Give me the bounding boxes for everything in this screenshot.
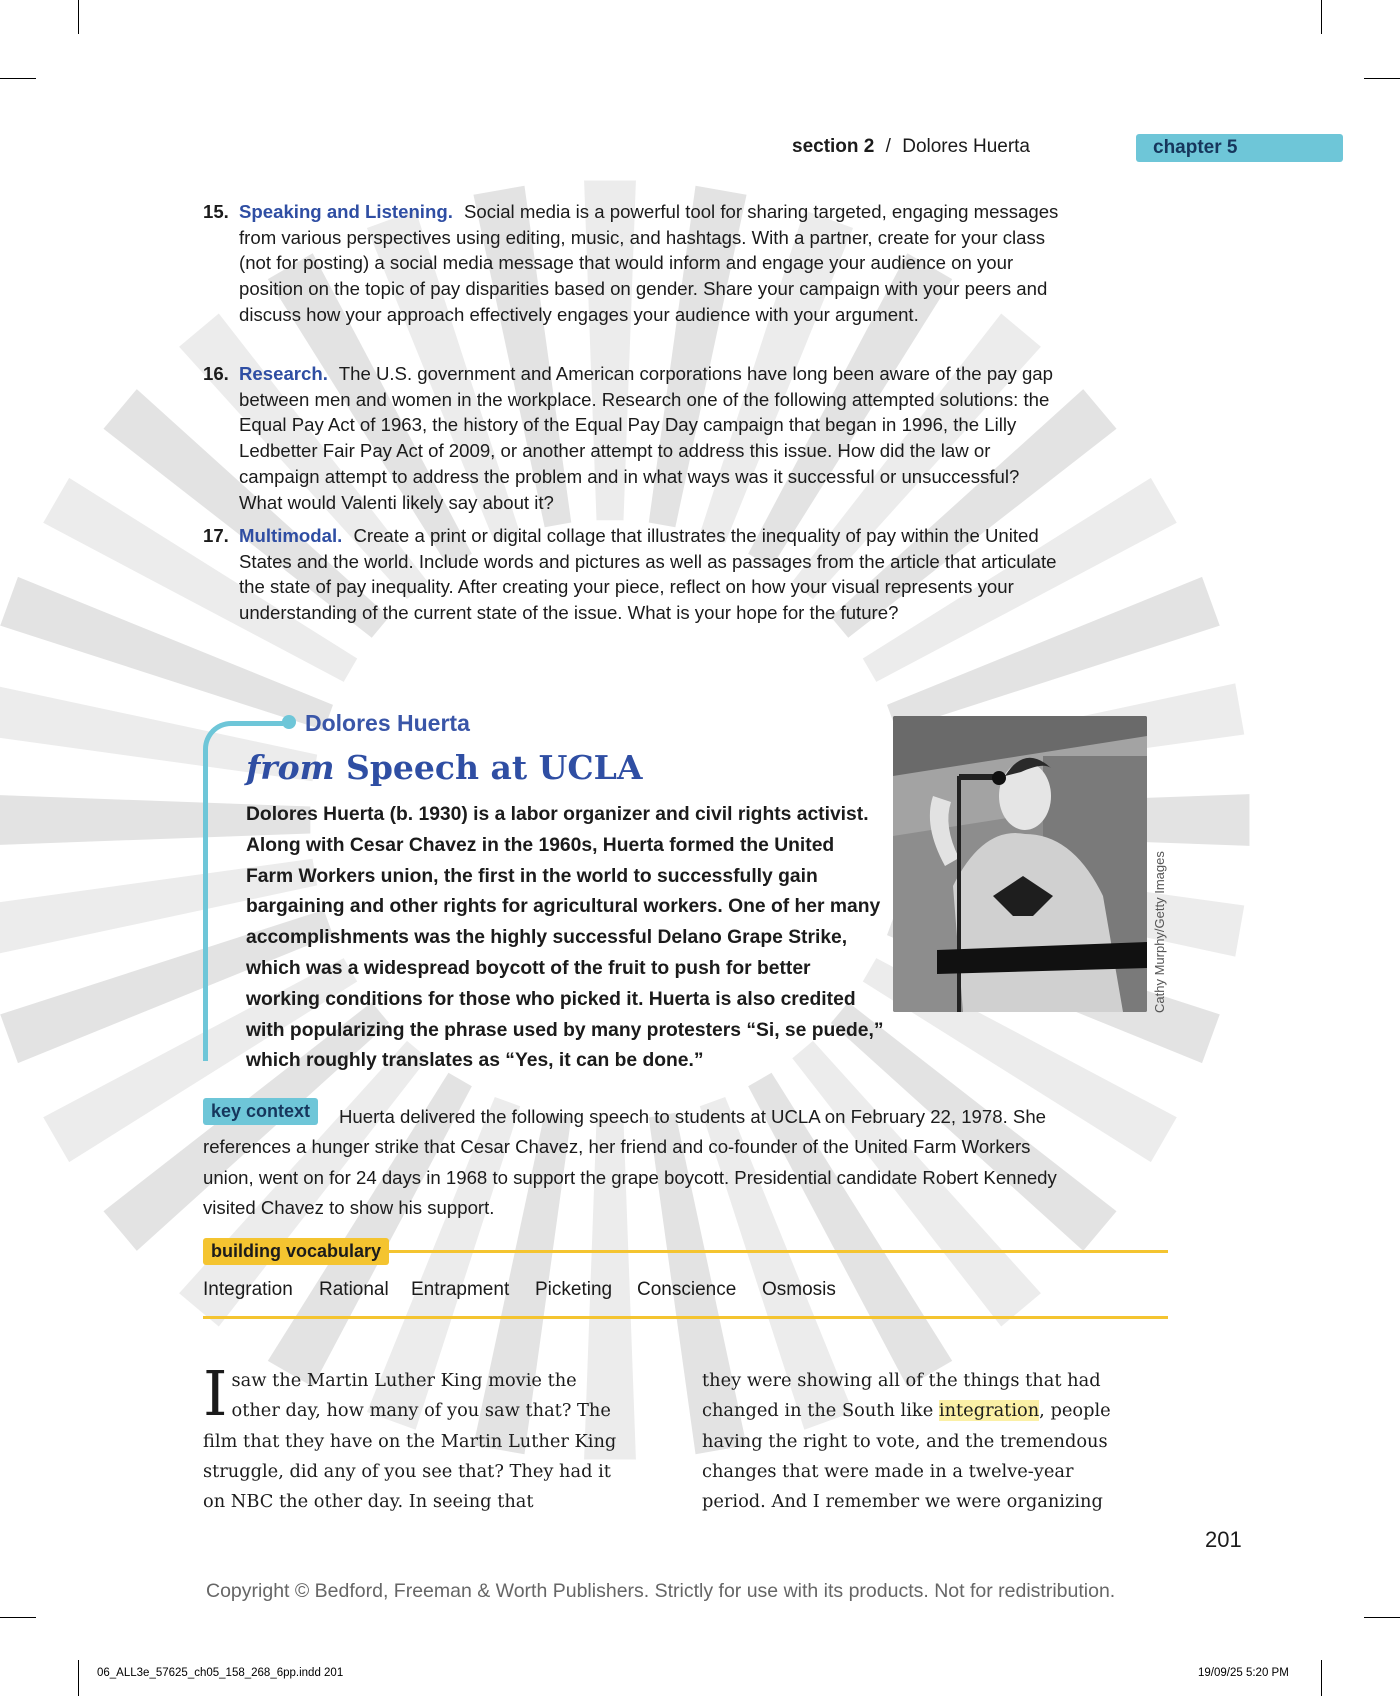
item-number: 17. [203, 525, 229, 546]
vocab-word: Conscience [637, 1279, 737, 1300]
vocab-word: Entrapment [411, 1279, 510, 1300]
vocab-word: Rational [319, 1279, 389, 1300]
copyright-text: Copyright © Bedford, Freeman & Worth Publishers. [206, 1580, 650, 1602]
vocab-word: Integration [203, 1279, 293, 1300]
header-subject: Dolores Huerta [902, 136, 1030, 157]
item-label: Multimodal. [239, 525, 343, 546]
item-label: Speaking and Listening. [239, 201, 453, 222]
title-main: Speech at UCLA [346, 748, 643, 787]
drop-cap: I [203, 1357, 228, 1430]
vocab-badge: building vocabulary [203, 1238, 389, 1265]
item-text: Create a print or digital collage that illustrates the inequality of pay within the United States and the world. Include words and pictures as well as passages from the article that articulate the state of pay inequality. After creating your piece, reflect on how your visual represents your understanding of the current state of the issue. What is your hope for the future? [239, 525, 1057, 624]
header-separator: / [885, 136, 891, 157]
running-header [792, 136, 1030, 158]
speech-column-right [702, 1366, 1122, 1517]
author-photo [893, 716, 1147, 1012]
item-number: 16. [203, 363, 229, 384]
speech-column-left [203, 1357, 623, 1517]
restriction-text: Strictly for use with its products. Not for redistribution. [654, 1580, 1116, 1602]
vocab-word: Picketing [535, 1279, 613, 1300]
slug-left: 06_ALL3e_57625_ch05_158_268_6pp.indd 201 [97, 1667, 344, 1679]
title-from: from [246, 748, 335, 787]
bracket-dot [282, 715, 296, 729]
item-label: Research. [239, 363, 328, 384]
photo-credit: Cathy Murphy/Getty Images [1152, 851, 1167, 1013]
slug-right: 19/09/25 5:20 PM [1198, 1667, 1289, 1679]
speech-text: saw the Martin Luther King movie the other day, how many of you saw that? The film that they have on the Martin Luther King struggle, did any of you see that? They had it on NBC the other day. In seeing that [203, 1370, 617, 1513]
activity-item-17 [203, 523, 1063, 626]
key-context-text: Huerta delivered the following speech to students at UCLA on February 22, 1978. She references a hunger strike that Cesar Chavez, her friend and co-founder of the United Farm Workers union, went on for 24 days in 1968 to support the grape boycott. Presidential candidate Robert Kennedy visited Chavez to show his support. [203, 1106, 1057, 1219]
section-label: section 2 [792, 136, 875, 157]
activity-item-15 [203, 199, 1063, 328]
reading-author: Dolores Huerta [305, 710, 470, 736]
activity-item-16 [203, 361, 1063, 515]
author-bio: Dolores Huerta (b. 1930) is a labor organizer and civil rights activist. Along with Cesar Chavez in the 1960s, Huerta formed the United Farm Workers union, the first in the world to successfully gain bargaining and other rights for agricultural workers. One of her many accomplishments was the highly successful Delano Grape Strike, which was a widespread boycott of the fruit to push for better working conditions for those who picked it. Huerta is also credited with popularizing the phrase used by many protesters “Si, se puede,” which roughly translates as “Yes, it can be done.” [246, 804, 884, 1072]
item-number: 15. [203, 201, 229, 222]
vocab-word: Osmosis [762, 1279, 836, 1300]
page-number: 201 [1205, 1527, 1242, 1552]
vocab-highlight: integration [938, 1400, 1040, 1422]
copyright-notice [206, 1580, 1115, 1603]
item-text: Social media is a powerful tool for sharing targeted, engaging messages from various perspectives using editing, music, and hashtags. With a partner, create for your class (not for posting) a social media message that would inform and engage your audience on your position on the topic of pay disparities based on gender. Share your campaign with your peers and discuss how your approach effectively engages your audience with your argument. [239, 201, 1059, 325]
speech-text: , people having the right to vote, and the tremendous changes that were made in a twelve-year period. And I remember we were organizing [702, 1400, 1111, 1513]
speech-text: they were showing all of the things that had changed in the South like [702, 1370, 1101, 1422]
chapter-badge: chapter 5 [1136, 134, 1343, 162]
reading-title [246, 748, 642, 787]
item-text: The U.S. government and American corporations have long been aware of the pay gap between men and women in the workplace. Research one of the following attempted solutions: the Equal Pay Act of 1963, the history of the Equal Pay Day campaign that began in 1996, the Lilly Ledbetter Fair Pay Act of 2009, or another attempt to address this issue. How did the law or campaign attempt to address the problem and in what ways was it successful or unsuccessful? What would Valenti likely say about it? [239, 363, 1053, 513]
key-context-badge: key context [203, 1098, 318, 1125]
vocab-rule-bottom [203, 1316, 1168, 1319]
